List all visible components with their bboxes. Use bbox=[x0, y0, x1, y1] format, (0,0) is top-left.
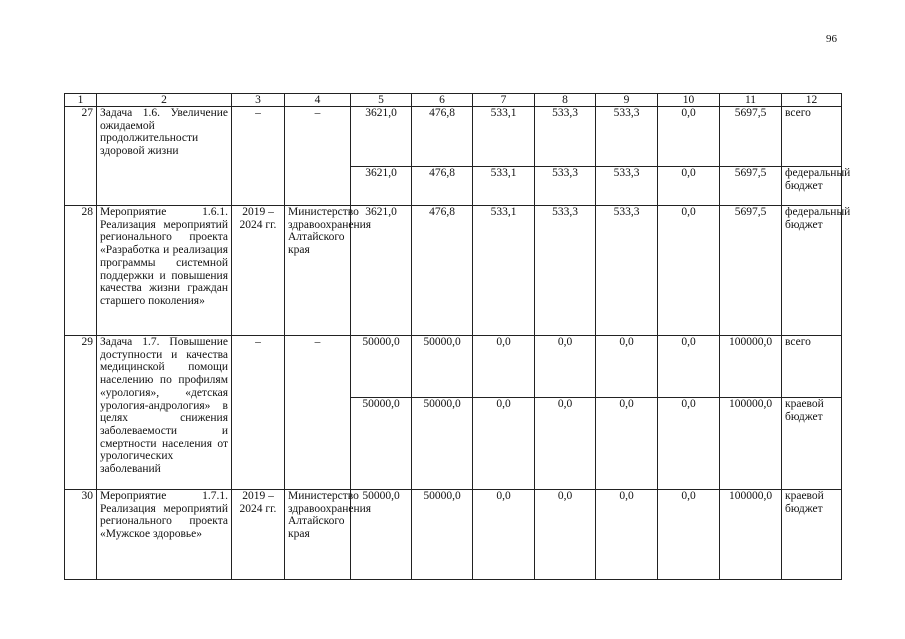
cell-value: 5697,5 bbox=[720, 107, 782, 167]
header-cell: 1 bbox=[65, 94, 97, 107]
row-org: Министерство здравоохранения Алтайского края bbox=[285, 206, 351, 336]
cell-value: 0,0 bbox=[535, 398, 596, 490]
cell-value: 476,8 bbox=[412, 107, 473, 167]
header-cell: 7 bbox=[473, 94, 535, 107]
cell-value: 50000,0 bbox=[412, 336, 473, 398]
table-row bbox=[65, 206, 842, 336]
cell-value: 0,0 bbox=[658, 167, 720, 206]
header-row bbox=[65, 94, 842, 107]
cell-value: 50000,0 bbox=[412, 490, 473, 580]
funding-source: всего bbox=[782, 107, 842, 167]
cell-value: 533,3 bbox=[535, 167, 596, 206]
cell-value: 3621,0 bbox=[351, 107, 412, 167]
cell-value: 50000,0 bbox=[412, 398, 473, 490]
header-cell: 10 bbox=[658, 94, 720, 107]
cell-value: 0,0 bbox=[658, 336, 720, 398]
cell-value: 0,0 bbox=[473, 490, 535, 580]
funding-source: федеральный бюджет bbox=[782, 206, 842, 336]
cell-value: 0,0 bbox=[658, 398, 720, 490]
cell-value: 0,0 bbox=[535, 490, 596, 580]
table-row bbox=[65, 107, 842, 167]
cell-value: 0,0 bbox=[658, 206, 720, 336]
row-name: Мероприятие 1.6.1. Реализация мероприятий регионального проекта «Разработка и реализация программы системной поддержки и повышения качества жизни граждан старшего поколения» bbox=[97, 206, 232, 336]
cell-value: 5697,5 bbox=[720, 167, 782, 206]
cell-value: 533,1 bbox=[473, 167, 535, 206]
row-name: Мероприятие 1.7.1. Реализация мероприятий регионального проекта «Мужское здоровье» bbox=[97, 490, 232, 580]
header-cell: 5 bbox=[351, 94, 412, 107]
row-years: 2019 – 2024 гг. bbox=[232, 206, 285, 336]
cell-value: 0,0 bbox=[473, 398, 535, 490]
cell-value: 0,0 bbox=[658, 107, 720, 167]
table-row bbox=[65, 336, 842, 398]
cell-value: 0,0 bbox=[658, 490, 720, 580]
cell-value: 533,1 bbox=[473, 206, 535, 336]
cell-value: 100000,0 bbox=[720, 336, 782, 398]
cell-value: 50000,0 bbox=[351, 398, 412, 490]
row-number: 27 bbox=[65, 107, 97, 206]
cell-value: 533,3 bbox=[596, 206, 658, 336]
header-cell: 6 bbox=[412, 94, 473, 107]
row-name: Задача 1.6. Увеличение ожидаемой продолжительности здоровой жизни bbox=[97, 107, 232, 206]
header-cell: 11 bbox=[720, 94, 782, 107]
funding-source: краевой бюджет bbox=[782, 490, 842, 580]
header-cell: 3 bbox=[232, 94, 285, 107]
cell-value: 533,3 bbox=[596, 107, 658, 167]
table-row bbox=[65, 490, 842, 580]
cell-value: 533,1 bbox=[473, 107, 535, 167]
row-years: – bbox=[232, 336, 285, 490]
row-name: Задача 1.7. Повышение доступности и качества медицинской помощи населению по профилям «урология», «детская урология-андрология» в целях снижения заболеваемости и смертности населения от урологических заболеваний bbox=[97, 336, 232, 490]
header-cell: 9 bbox=[596, 94, 658, 107]
row-org: – bbox=[285, 336, 351, 490]
cell-value: 476,8 bbox=[412, 167, 473, 206]
row-org: Министерство здравоохранения Алтайского края bbox=[285, 490, 351, 580]
cell-value: 0,0 bbox=[535, 336, 596, 398]
funding-source: федеральный бюджет bbox=[782, 167, 842, 206]
row-number: 28 bbox=[65, 206, 97, 336]
cell-value: 3621,0 bbox=[351, 206, 412, 336]
cell-value: 533,3 bbox=[535, 206, 596, 336]
row-number: 30 bbox=[65, 490, 97, 580]
funding-source: всего bbox=[782, 336, 842, 398]
cell-value: 533,3 bbox=[535, 107, 596, 167]
cell-value: 476,8 bbox=[412, 206, 473, 336]
budget-table bbox=[64, 93, 851, 580]
row-years: 2019 – 2024 гг. bbox=[232, 490, 285, 580]
row-years: – bbox=[232, 107, 285, 206]
cell-value: 0,0 bbox=[596, 398, 658, 490]
row-number: 29 bbox=[65, 336, 97, 490]
cell-value: 533,3 bbox=[596, 167, 658, 206]
cell-value: 0,0 bbox=[596, 336, 658, 398]
page-number: 96 bbox=[826, 33, 837, 45]
cell-value: 0,0 bbox=[596, 490, 658, 580]
cell-value: 0,0 bbox=[473, 336, 535, 398]
cell-value: 50000,0 bbox=[351, 336, 412, 398]
header-cell: 12 bbox=[782, 94, 842, 107]
cell-value: 100000,0 bbox=[720, 398, 782, 490]
header-cell: 4 bbox=[285, 94, 351, 107]
cell-value: 100000,0 bbox=[720, 490, 782, 580]
cell-value: 5697,5 bbox=[720, 206, 782, 336]
header-cell: 8 bbox=[535, 94, 596, 107]
cell-value: 50000,0 bbox=[351, 490, 412, 580]
header-cell: 2 bbox=[97, 94, 232, 107]
funding-source: краевой бюджет bbox=[782, 398, 842, 490]
cell-value: 3621,0 bbox=[351, 167, 412, 206]
row-org: – bbox=[285, 107, 351, 206]
